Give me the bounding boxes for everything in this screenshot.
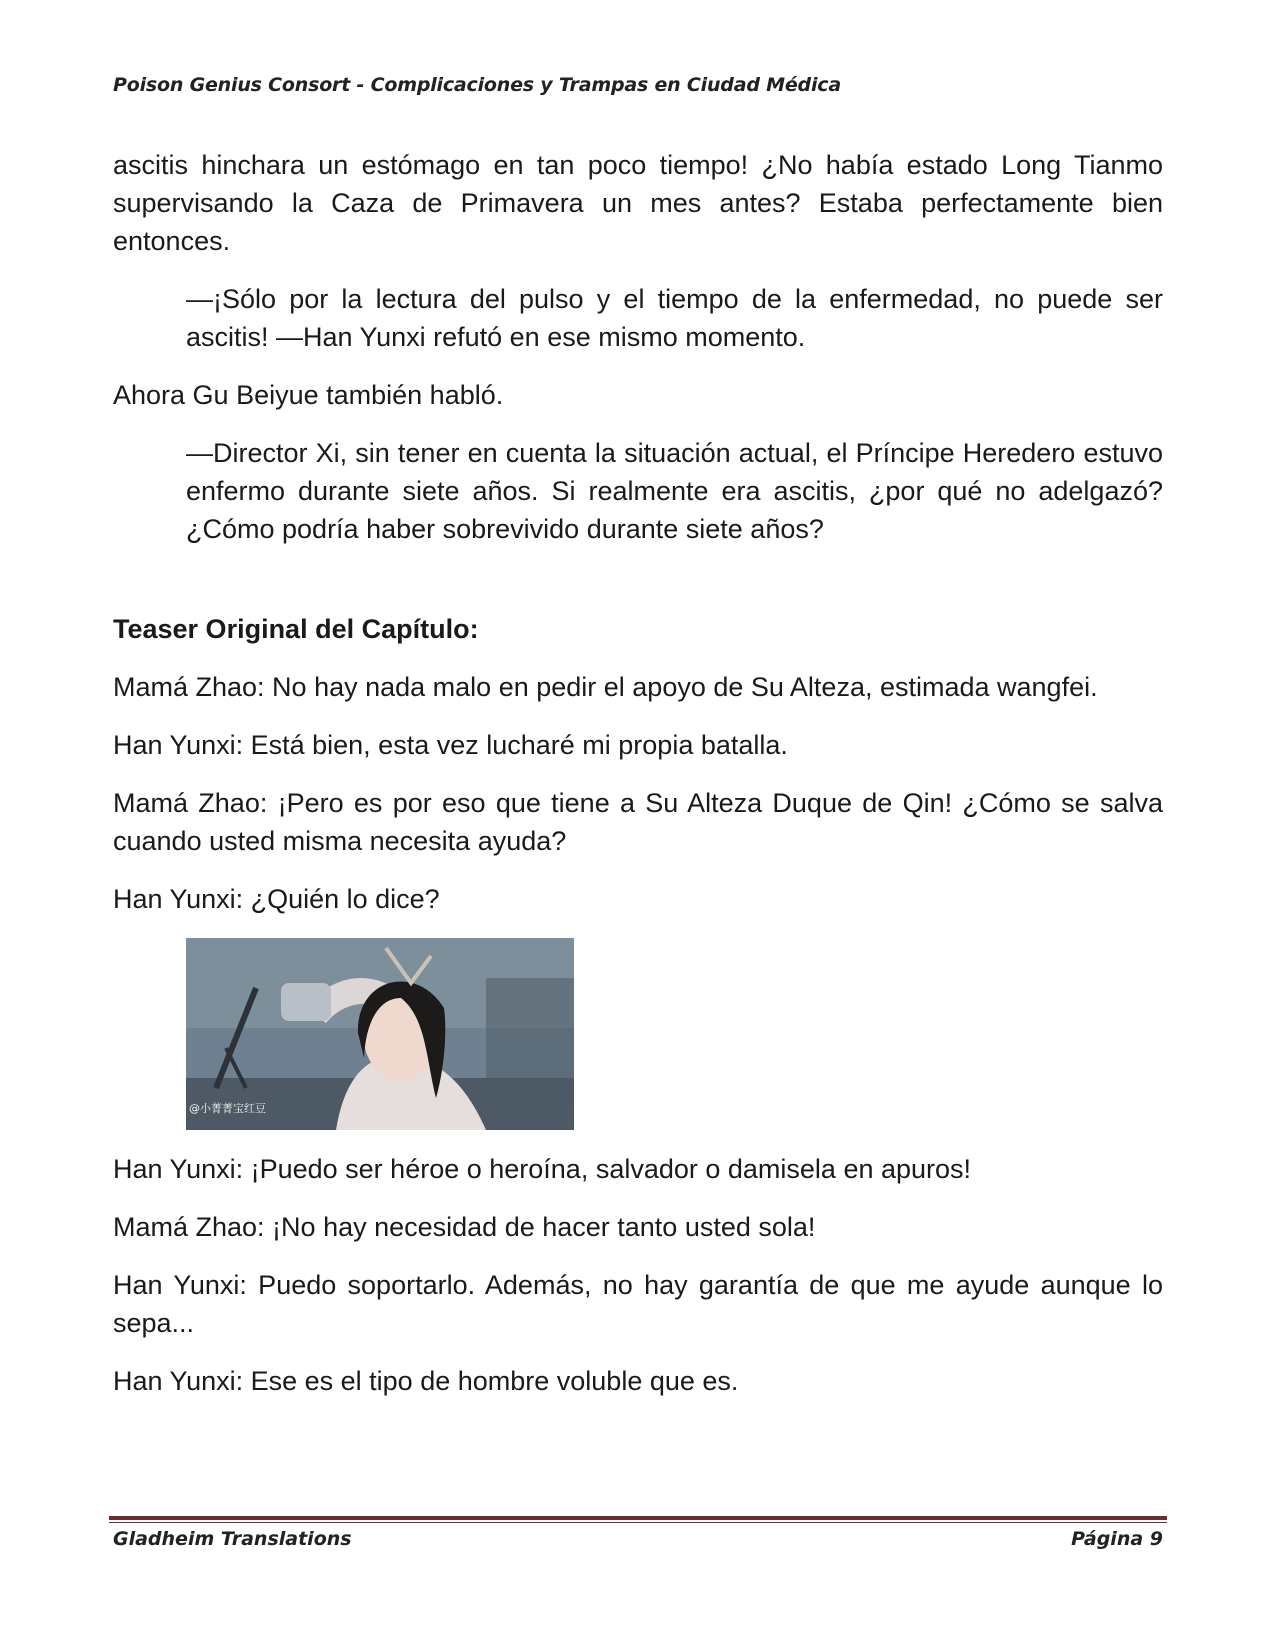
paragraph-1: ascitis hinchara un estómago en tan poco tiempo! ¿No había estado Long Tianmo supervisando la Caza de Primavera un mes antes? Estaba perfectamente bien entonces. bbox=[113, 150, 1163, 256]
page-header: Poison Genius Consort - Complicaciones y Trampas en Ciudad Médica bbox=[113, 74, 841, 96]
teaser-line-4: Han Yunxi: ¿Quién lo dice? bbox=[113, 884, 440, 914]
footer-credit: Gladheim Translations bbox=[113, 1528, 352, 1550]
teaser-line-7: Han Yunxi: Puedo soportarlo. Además, no hay garantía de que me ayude aunque lo sepa... bbox=[113, 1270, 1163, 1338]
teaser-line-3: Mamá Zhao: ¡Pero es por eso que tiene a Su Alteza Duque de Qin! ¿Cómo se salva cuando usted misma necesita ayuda? bbox=[113, 788, 1163, 856]
page-number: Página 9 bbox=[1071, 1528, 1163, 1550]
dialogue-han-yunxi: —¡Sólo por la lectura del pulso y el tiempo de la enfermedad, no puede ser ascitis! —Han Yunxi refutó en ese mismo momento. bbox=[186, 284, 1163, 352]
teaser-line-5: Han Yunxi: ¡Puedo ser héroe o heroína, salvador o damisela en apuros! bbox=[113, 1154, 972, 1184]
teaser-line-1: Mamá Zhao: No hay nada malo en pedir el apoyo de Su Alteza, estimada wangfei. bbox=[113, 672, 1098, 702]
paragraph-3: Ahora Gu Beiyue también habló. bbox=[113, 380, 504, 410]
footer-rule bbox=[109, 1516, 1167, 1520]
teaser-line-6: Mamá Zhao: ¡No hay necesidad de hacer tanto usted sola! bbox=[113, 1212, 816, 1242]
page-footer bbox=[113, 1528, 1163, 1550]
page-body bbox=[113, 146, 1163, 1420]
section-heading: Teaser Original del Capítulo: bbox=[113, 614, 479, 644]
dialogue-gu-beiyue: —Director Xi, sin tener en cuenta la situación actual, el Príncipe Heredero estuvo enfermo durante siete años. Si realmente era ascitis, ¿por qué no adelgazó? ¿Cómo podría haber sobrevivido durante siete años? bbox=[186, 438, 1163, 544]
teaser-line-2: Han Yunxi: Está bien, esta vez lucharé mi propia batalla. bbox=[113, 730, 788, 760]
image-watermark: @小菁菁宝红豆 bbox=[189, 1102, 266, 1115]
teaser-line-8: Han Yunxi: Ese es el tipo de hombre voluble que es. bbox=[113, 1366, 739, 1396]
footer-rule-thin bbox=[109, 1522, 1167, 1523]
drama-still-image bbox=[186, 938, 574, 1130]
